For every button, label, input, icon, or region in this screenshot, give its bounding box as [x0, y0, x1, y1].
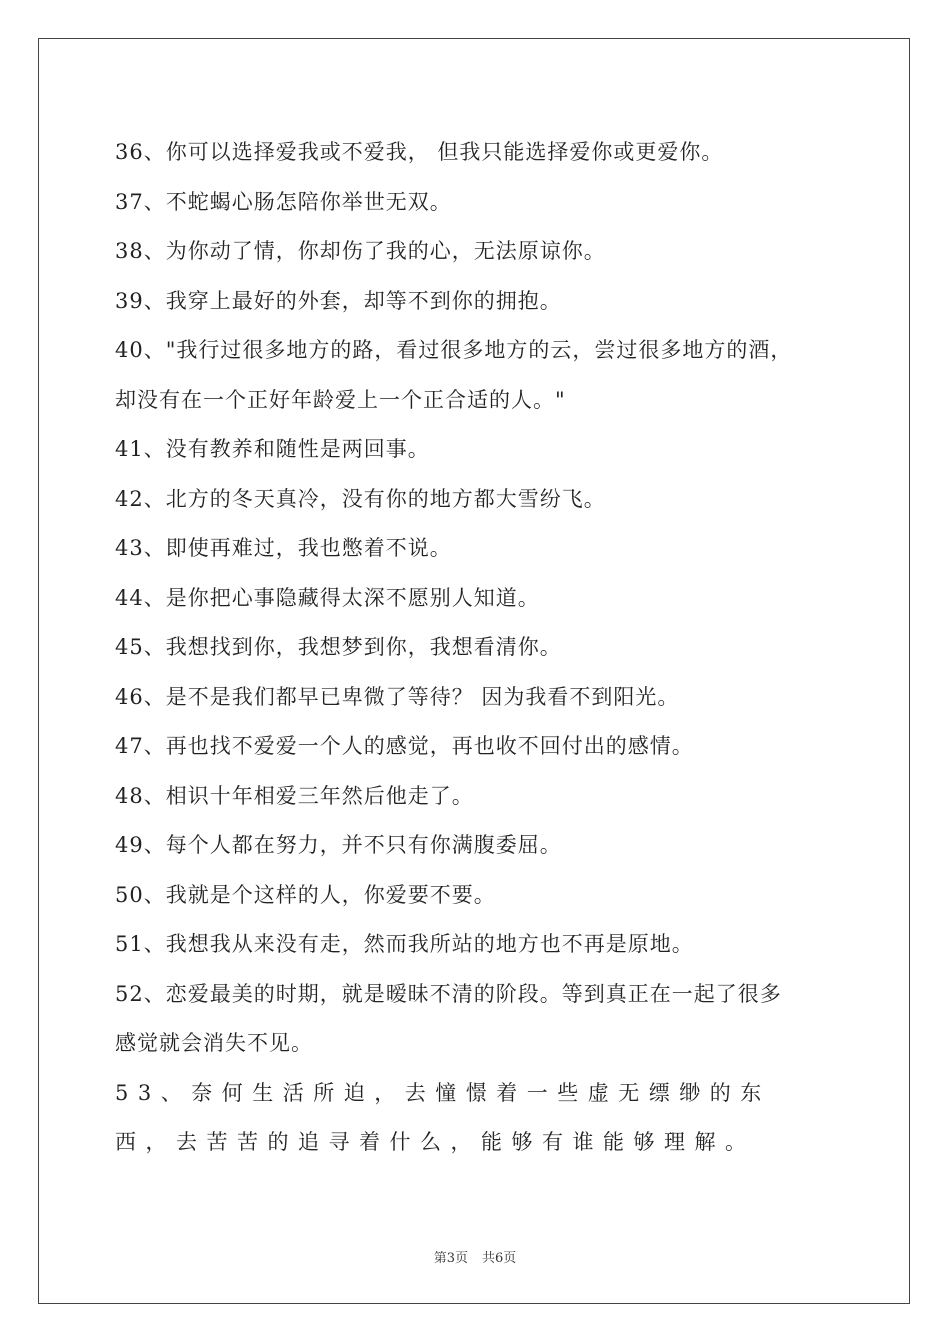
text-line: 40、"我行过很多地方的路，看过很多地方的云，尝过很多地方的酒，	[115, 338, 793, 362]
text-line: 47、再也找不爱爱一个人的感觉，再也收不回付出的感情。	[115, 734, 694, 758]
text-line: 48、相识十年相爱三年然后他走了。	[115, 783, 474, 808]
text-line: 45、我想找到你，我想梦到你，我想看清你。	[115, 635, 562, 659]
page-footer	[0, 1247, 950, 1266]
text-line: 感觉就会消失不见。	[115, 1031, 313, 1055]
text-line: 37、不蛇蝎心肠怎陪你举世无双。	[115, 189, 452, 214]
page-total: 共6页	[482, 1251, 517, 1266]
text-line: 38、为你动了情，你却伤了我的心，无法原谅你。	[115, 239, 606, 263]
text-line: 51、我想我从来没有走，然而我所站的地方也不再是原地。	[115, 932, 694, 956]
text-line: 41、没有教养和随性是两回事。	[115, 437, 430, 461]
text-line: 42、北方的冬天真冷，没有你的地方都大雪纷飞。	[115, 486, 606, 511]
text-line: 53、奈何生活所迫，去憧憬着一些虚无缥缈的东	[115, 1080, 771, 1105]
document-body	[115, 128, 855, 1168]
text-line: 西，去苦苦的追寻着什么，能够有谁能够理解。	[115, 1130, 756, 1154]
text-line: 46、是不是我们都早已卑微了等待？ 因为我看不到阳光。	[115, 684, 680, 709]
text-line: 49、每个人都在努力，并不只有你满腹委屈。	[115, 833, 562, 857]
text-line: 36、你可以选择爱我或不爱我， 但我只能选择爱你或更爱你。	[115, 140, 724, 164]
text-line: 39、我穿上最好的外套，却等不到你的拥抱。	[115, 288, 562, 313]
text-line: 52、恋爱最美的时期，就是暧昧不清的阶段。等到真正在一起了很多	[115, 981, 782, 1006]
text-line: 43、即使再难过，我也憋着不说。	[115, 536, 452, 560]
page-number: 第3页	[433, 1251, 468, 1266]
text-line: 44、是你把心事隐藏得太深不愿别人知道。	[115, 585, 540, 610]
text-line: 50、我就是个这样的人，你爱要不要。	[115, 882, 496, 907]
text-line: 却没有在一个正好年龄爱上一个正合适的人。"	[115, 387, 566, 412]
